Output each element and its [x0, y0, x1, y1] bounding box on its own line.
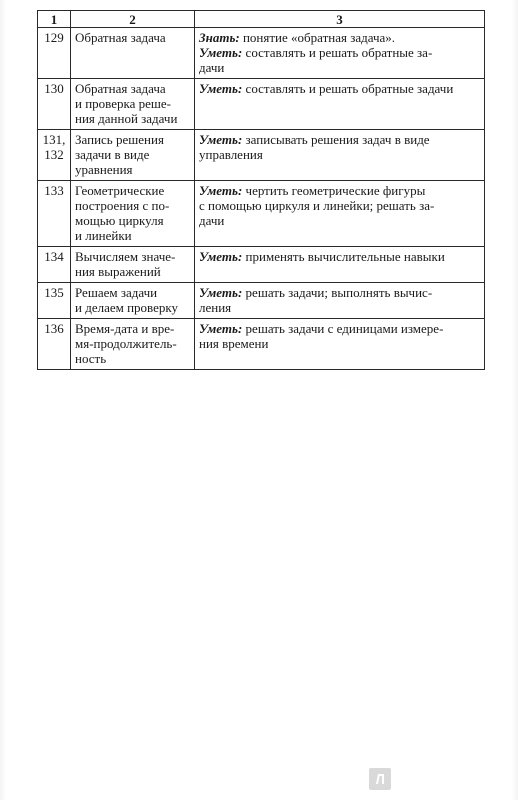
skill-label: Уметь:	[199, 45, 243, 60]
skill-label: Уметь:	[199, 183, 243, 198]
lesson-topic-line: Решаем задачи	[75, 285, 158, 300]
lesson-number-cell	[38, 130, 71, 181]
curriculum-table	[37, 10, 485, 370]
skill-text: решать задачи с единицами измере-	[245, 321, 444, 336]
lesson-skills-cell	[195, 247, 485, 283]
lesson-skills-cell	[195, 130, 485, 181]
table-row	[38, 247, 485, 283]
skill-text: решать задачи; выполнять вычис-	[245, 285, 433, 300]
lesson-number: 129	[44, 30, 64, 45]
lesson-topic-line: Время-дата и вре-	[75, 321, 175, 336]
skill-text: составлять и решать обратные за-	[245, 45, 433, 60]
skill-line	[199, 198, 480, 213]
lesson-topic-line: Запись решения	[75, 132, 164, 147]
lesson-topic-cell	[71, 247, 195, 283]
lesson-topic-line: и делаем проверку	[75, 300, 179, 315]
lesson-topic-cell	[71, 319, 195, 370]
lesson-topic-line: Обратная задача	[75, 30, 166, 45]
lesson-number: 136	[44, 321, 64, 336]
lesson-topic-cell	[71, 79, 195, 130]
column-header-number: 1	[38, 11, 71, 28]
skill-line	[199, 60, 480, 75]
skill-line	[199, 132, 480, 147]
table-row	[38, 130, 485, 181]
lesson-skills-cell	[195, 319, 485, 370]
lesson-number: 134	[44, 249, 64, 264]
skill-line	[199, 183, 480, 198]
skill-label: Уметь:	[199, 321, 243, 336]
skill-line	[199, 285, 480, 300]
table-row	[38, 79, 485, 130]
skill-line	[199, 45, 480, 60]
skill-line	[199, 321, 480, 336]
lesson-number-cell	[38, 283, 71, 319]
skill-line	[199, 336, 480, 351]
skill-line	[199, 249, 480, 264]
skill-text: управления	[199, 147, 263, 162]
lesson-number: 131,	[42, 132, 66, 147]
table-row	[38, 319, 485, 370]
skill-line	[199, 81, 480, 96]
skill-line	[199, 213, 480, 228]
lesson-topic-line: уравнения	[75, 162, 133, 177]
skill-text: с помощью циркуля и линейки; решать за-	[199, 198, 435, 213]
lesson-topic-line: и проверка реше-	[75, 96, 172, 111]
lesson-topic-cell	[71, 283, 195, 319]
column-header-topic: 2	[71, 11, 195, 28]
logo-glyph-icon	[373, 772, 387, 786]
lesson-number: 133	[44, 183, 64, 198]
lesson-topic-line: Геометрические	[75, 183, 165, 198]
skill-text: ния времени	[199, 336, 269, 351]
table-row	[38, 28, 485, 79]
lesson-topic-line: и линейки	[75, 228, 132, 243]
table-body	[38, 28, 485, 370]
lesson-topic-line: задачи в виде	[75, 147, 150, 162]
lesson-number: 135	[44, 285, 64, 300]
skill-text: ления	[199, 300, 232, 315]
labirint-logo-icon	[369, 768, 391, 790]
lesson-number-cell	[38, 28, 71, 79]
column-header-skills: 3	[195, 11, 485, 28]
lesson-topic-line: Вычисляем значе-	[75, 249, 176, 264]
lesson-number-cell	[38, 319, 71, 370]
skill-text: записывать решения задач в виде	[245, 132, 430, 147]
skill-line	[199, 147, 480, 162]
lesson-topic-line: ность	[75, 351, 107, 366]
lesson-skills-cell	[195, 181, 485, 247]
skill-label: Уметь:	[199, 249, 243, 264]
table-header-row	[38, 11, 485, 28]
lesson-skills-cell	[195, 28, 485, 79]
skill-label: Уметь:	[199, 285, 243, 300]
lesson-number-cell	[38, 181, 71, 247]
table-row	[38, 181, 485, 247]
lesson-skills-cell	[195, 283, 485, 319]
lesson-topic-cell	[71, 181, 195, 247]
lesson-topic-line: ния выражений	[75, 264, 161, 279]
lesson-topic-line: мя-продолжитель-	[75, 336, 177, 351]
lesson-number-cell	[38, 247, 71, 283]
lesson-number: 130	[44, 81, 64, 96]
lesson-topic-cell	[71, 130, 195, 181]
lesson-topic-line: Обратная задача	[75, 81, 166, 96]
skill-text: дачи	[199, 213, 225, 228]
skill-text: применять вычислительные навыки	[245, 249, 445, 264]
lesson-topic-line: ния данной задачи	[75, 111, 178, 126]
skill-label: Знать:	[199, 30, 240, 45]
lesson-topic-cell	[71, 28, 195, 79]
skill-label: Уметь:	[199, 81, 243, 96]
lesson-skills-cell	[195, 79, 485, 130]
lesson-topic-line: мощью циркуля	[75, 213, 164, 228]
skill-line	[199, 300, 480, 315]
skill-text: чертить геометрические фигуры	[245, 183, 426, 198]
skill-text: составлять и решать обратные задачи	[245, 81, 454, 96]
lesson-number-cell	[38, 79, 71, 130]
skill-text: дачи	[199, 60, 225, 75]
lesson-topic-line: построения с по-	[75, 198, 170, 213]
lesson-number: 132	[44, 147, 64, 162]
skill-label: Уметь:	[199, 132, 243, 147]
skill-line	[199, 30, 480, 45]
skill-text: понятие «обратная задача».	[242, 30, 396, 45]
table-row	[38, 283, 485, 319]
